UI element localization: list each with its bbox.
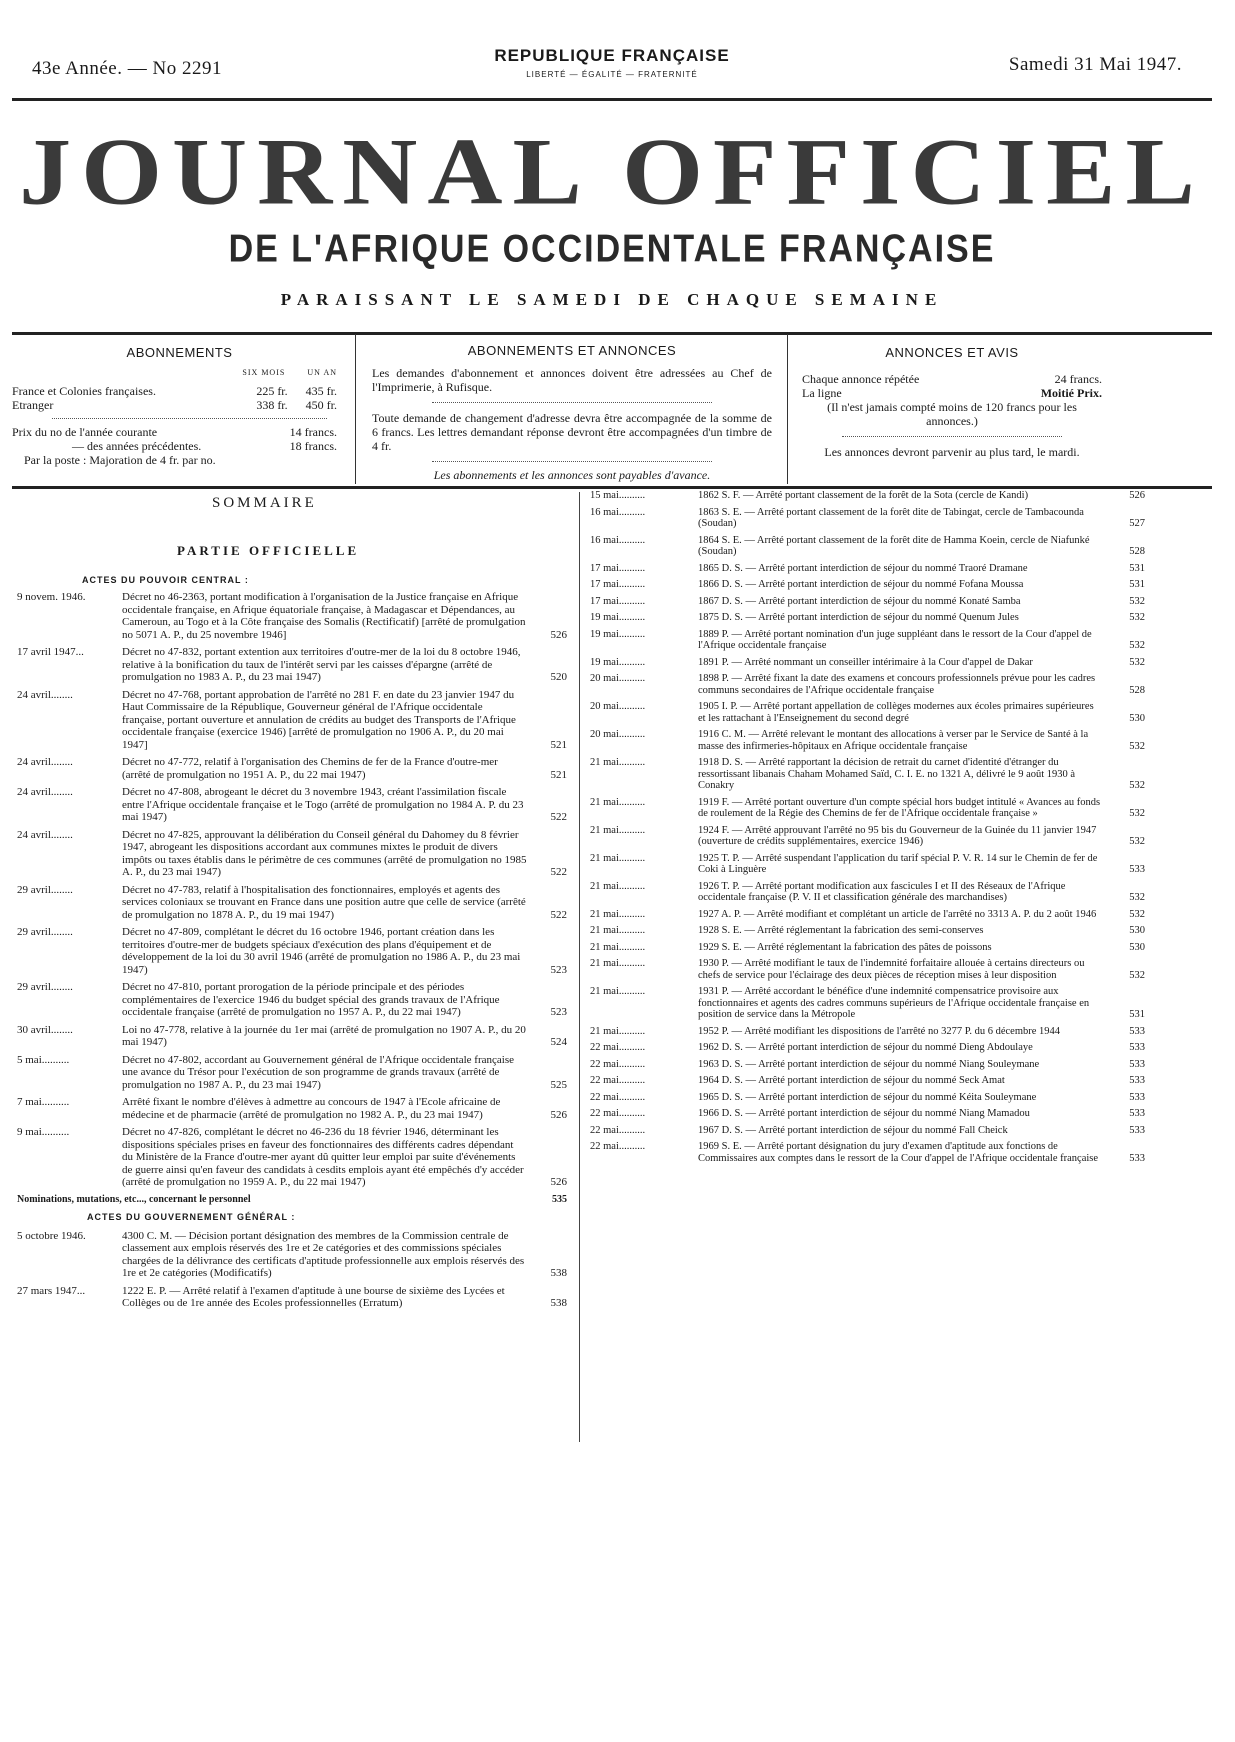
box-separator <box>787 334 788 484</box>
list-item <box>590 507 1145 530</box>
list-item <box>590 1125 1145 1137</box>
entry-page: 532 <box>1129 640 1145 651</box>
ligne-price-value: Moitié Prix. <box>1040 386 1102 400</box>
entry-page: 531 <box>1129 1009 1145 1020</box>
annonce-minimum-note: (Il n'est jamais compté moins de 120 francs pour les annonces.) <box>827 400 1077 428</box>
anciens-label: — des années précédentes. <box>72 439 202 453</box>
entry-date: 9 novem. 1946. <box>17 591 86 603</box>
entry-text: 1962 D. S. — Arrêté portant interdiction de séjour du nommé Dieng Abdoulaye <box>698 1042 1033 1053</box>
entry-text: 1931 P. — Arrêté accordant le bénéfice d'une indemnité compensatrice provisoire aux fonctionnaires et agents des cadres communs supérieurs de l'Afrique occidentale française en position de service dans la Métropole <box>698 986 1090 1020</box>
entry-text: Décret no 47-768, portant approbation de l'arrêté no 281 F. en date du 23 janvier 1947 du Haut Commissaire de la République, Gouverneur général de l'Afrique occidentale française, portant ouverture et annulation de crédits au budget des Transports de l'Afrique occidentale française (exercice 1946) [arrêté de promulgation no 1906 A. P., du 20 mai 1947] <box>122 688 516 751</box>
sommaire-right-entries <box>590 490 1145 1169</box>
list-item <box>590 925 1145 937</box>
entry-page: 522 <box>550 908 567 921</box>
entry-date: 20 mai.......... <box>590 673 646 684</box>
entry-text: 1865 D. S. — Arrêté portant interdiction de séjour du nommé Traoré Dramane <box>698 562 1028 574</box>
entry-page: 526 <box>550 628 567 641</box>
entry-page: 533 <box>1129 1108 1145 1119</box>
list-item <box>590 579 1145 591</box>
entry-text: 1864 S. E. — Arrêté portant classement de la forêt dite de Hamma Koein, cercle de Niafunké (Soudan) <box>698 534 1090 557</box>
sommaire-title: SOMMAIRE <box>212 495 317 511</box>
entry-date: 22 mai.......... <box>590 1108 646 1119</box>
entry-text: 1925 T. P. — Arrêté suspendant l'application du tarif spécial P. V. R. 14 sur le Chemin de fer de Coki à Linguère <box>698 852 1098 875</box>
entry-page: 538 <box>550 1267 567 1279</box>
abonnements-row-an: 435 fr. <box>305 384 337 398</box>
entry-page: 525 <box>550 1078 567 1091</box>
entry-text: 1862 S. F. — Arrêté portant classement de la forêt de la Sota (cercle de Kandi) <box>698 490 1029 501</box>
entry-text: 1916 C. M. — Arrêté relevant le montant des allocations à verser par le Service de Santé à la masse des infirmeries-hôpitaux en Afrique occidentale française <box>698 729 1089 752</box>
entry-text: Décret no 46-2363, portant modification à l'organisation de la Justice française en Afrique occidentale française, en Afrique équatoriale française, à Madagascar et Dépendances, au Cameroun, au Togo et à la Côte française des Somalis (Rectificatif) [arrêté de promulgation no 5071 A. P., du 25 novembre 1946] <box>122 591 526 641</box>
list-item <box>17 591 567 641</box>
entry-page: 520 <box>550 671 567 683</box>
entry-text: 1863 S. E. — Arrêté portant classement de la forêt dite de Tabingat, cercle de Tambacounda (Soudan) <box>698 506 1084 529</box>
annonces-avis-title: ANNONCES ET AVIS <box>885 345 1019 360</box>
subscription-boxes <box>12 334 1212 484</box>
list-item <box>590 1026 1145 1038</box>
list-item <box>590 797 1145 820</box>
list-item <box>17 981 567 1019</box>
annonce-price-label: Chaque annonce répétée <box>802 372 920 386</box>
entry-page: 530 <box>1129 925 1145 936</box>
annonce-price-row <box>802 372 1102 386</box>
entry-date: 29 avril........ <box>17 926 73 938</box>
issue-date: Samedi 31 Mai 1947. <box>1008 54 1182 75</box>
entry-page: 533 <box>1129 864 1145 875</box>
abonnements-col-headers <box>12 366 347 380</box>
masthead-tagline: PARAISSANT LE SAMEDI DE CHAQUE SEMAINE <box>280 290 944 309</box>
prix-value: 14 francs. <box>289 425 337 439</box>
entry-date: 21 mai.......... <box>590 1025 646 1037</box>
list-item <box>17 1126 567 1189</box>
abonnements-row-label: France et Colonies françaises. <box>12 384 156 398</box>
entry-text: 1927 A. P. — Arrêté modifiant et complétant un article de l'arrêté no 3313 A. P. du 2 août 1946 <box>698 908 1097 920</box>
abonnements-row-an: 450 fr. <box>305 398 337 412</box>
entry-page: 526 <box>550 1176 567 1188</box>
entry-text: 1930 P. — Arrêté modifiant le taux de l'indemnité forfaitaire allouée à certains directeurs ou chefs de service pour l'éclairage des deux pièces de réception mises à leur disposition <box>698 958 1085 981</box>
abonnements-annonces-box <box>372 334 772 484</box>
abonnements-row-label: Etranger <box>12 398 54 412</box>
entry-text: Décret no 47-809, complétant le décret du 16 octobre 1946, portant création dans les territoires d'outre-mer de budgets spéciaux d'exécution des plans d'équipement et de développement de la loi du 30 avril 1946 (arrêté de promulgation no 1986 A. P., du 23 mai 1947) <box>122 926 521 976</box>
entry-text: 1891 P. — Arrêté nommant un conseiller intérimaire à la Cour d'appel de Dakar <box>698 656 1033 668</box>
list-item <box>590 563 1145 575</box>
entry-page: 531 <box>1129 579 1145 590</box>
entry-page: 528 <box>1129 546 1145 557</box>
entry-text: Décret no 47-783, relatif à l'hospitalisation des fonctionnaires, employés et agents des services coloniaux se trouvant en France dans une position autre que celle de service (arrêté de promulgation no 1878 A. P., du 19 mai 1947) <box>122 883 526 921</box>
entry-page: 523 <box>550 1006 567 1018</box>
entry-date: 17 mai.......... <box>590 562 646 574</box>
entry-date: 21 mai.......... <box>590 796 646 808</box>
entry-page: 522 <box>550 866 567 878</box>
annonces-avis-divider <box>842 436 1062 437</box>
entry-page: 533 <box>1129 1042 1145 1053</box>
entry-date: 22 mai.......... <box>590 1058 646 1070</box>
list-item <box>590 1092 1145 1104</box>
entry-page: 526 <box>1129 490 1145 501</box>
entry-date: 22 mai.......... <box>590 1091 646 1103</box>
list-item <box>590 757 1145 792</box>
entry-date: 21 mai.......... <box>590 852 646 864</box>
entry-page: 532 <box>1129 808 1145 819</box>
list-item <box>590 701 1145 724</box>
entry-text: 1867 D. S. — Arrêté portant interdiction de séjour du nommé Konaté Samba <box>698 595 1021 607</box>
prix-row <box>12 425 347 439</box>
column-separator <box>579 492 580 1442</box>
entry-page: 521 <box>550 738 567 751</box>
entry-text: 1889 P. — Arrêté portant nomination d'un juge suppléant dans le ressort de la Cour d'appel de l'Afrique occidentale française <box>698 628 1092 651</box>
entry-text: 1875 D. S. — Arrêté portant interdiction de séjour du nommé Quenum Jules <box>698 612 1019 623</box>
entry-date: 5 mai.......... <box>17 1053 70 1066</box>
entry-page: 538 <box>550 1297 567 1309</box>
entry-date: 20 mai.......... <box>590 701 646 712</box>
entry-date: 17 mai.......... <box>590 579 646 590</box>
list-item <box>17 1024 567 1049</box>
entry-page: 533 <box>1129 1025 1145 1037</box>
entry-text: 1928 S. E. — Arrêté réglementant la fabrication des semi-conserves <box>698 925 984 936</box>
abonnements-box <box>12 334 347 484</box>
entry-date: 19 mai.......... <box>590 656 646 668</box>
list-item <box>590 986 1145 1021</box>
poste-note: Par la poste : Majoration de 4 fr. par no. <box>24 453 216 467</box>
annonce-deadline-note: Les annonces devront parvenir au plus tard, le mardi. <box>824 445 1080 459</box>
list-item <box>590 825 1145 848</box>
entry-page: 532 <box>1129 908 1145 920</box>
list-item <box>590 490 1145 502</box>
list-item <box>590 1059 1145 1071</box>
entry-text: 1866 D. S. — Arrêté portant interdiction de séjour du nommé Fofana Moussa <box>698 579 1024 590</box>
entry-date: 24 avril........ <box>17 828 73 841</box>
list-item <box>17 756 567 781</box>
entry-text: Décret no 47-826, complétant le décret no 46-236 du 18 février 1946, déterminant les dispositions spéciales prises en faveur des fonctionnaires des différents cadres dépendant du Ministère de la France d'outre-mer ayant dû quitter leur emploi par suite d'événements de guerre ainsi qu'en faveur des candidats à cesdits emplois ayant été empêchés d'y accéder (arrêté de promulgation no 1959 A. P., du 22 mai 1947) <box>122 1126 524 1188</box>
list-item <box>590 1141 1145 1164</box>
abonnements-row-six: 338 fr. <box>256 398 288 412</box>
annonce-price-value: 24 francs. <box>1054 372 1102 386</box>
list-item <box>17 689 567 752</box>
entry-text: 1965 D. S. — Arrêté portant interdiction de séjour du nommé Kéita Souleymane <box>698 1091 1037 1103</box>
entry-date: 21 mai.......... <box>590 986 646 997</box>
abonnements-annonces-divider <box>432 461 712 462</box>
list-item <box>590 1108 1145 1120</box>
list-item <box>590 1042 1145 1054</box>
list-item <box>17 884 567 922</box>
entry-text: 1898 P. — Arrêté fixant la date des examens et concours professionnels prévue pour les cadres communs secondaires de l'Afrique occidentale française <box>698 673 1096 696</box>
entry-date: 29 avril........ <box>17 883 73 896</box>
list-item <box>17 786 567 824</box>
entry-date: 21 mai.......... <box>590 958 646 969</box>
list-item <box>590 596 1145 608</box>
entry-page: 533 <box>1129 1075 1145 1086</box>
abonnements-row <box>12 398 347 412</box>
entry-date: 22 mai.......... <box>590 1075 646 1086</box>
top-rule <box>12 98 1212 101</box>
entry-text: Décret no 47-810, portant prorogation de la période principale et des périodes complémentaires de l'exercice 1946 du budget spécial des grands travaux de l'Afrique occidentale française (arrêté de promulgation no 1957 A. P., du 22 mai 1947) <box>122 981 500 1018</box>
entry-text: Décret no 47-772, relatif à l'organisation des Chemins de fer de la France d'outre-mer (arrêté de promulgation no 1951 A. P., du 22 mai 1947) <box>122 756 498 781</box>
entry-date: 21 mai.......... <box>590 757 646 768</box>
entry-date: 17 mai.......... <box>590 595 646 607</box>
list-item <box>590 612 1145 624</box>
issue-number: 43e Année. — No 2291 <box>32 58 222 79</box>
entry-text: 1966 D. S. — Arrêté portant interdiction de séjour du nommé Niang Mamadou <box>698 1108 1030 1119</box>
entry-page: 535 <box>552 1193 567 1205</box>
entry-text: 1969 S. E. — Arrêté portant désignation du jury d'examen d'aptitude aux fonctions de Commissaires aux comptes dans le ressort de la Cour d'appel de l'Afrique occidentale française <box>698 1141 1099 1164</box>
partie-officielle-title: PARTIE OFFICIELLE <box>177 543 360 558</box>
box-separator <box>355 334 356 484</box>
entry-date: 21 mai.......... <box>590 824 646 836</box>
entry-date: 20 mai.......... <box>590 729 646 740</box>
entry-page: 533 <box>1129 1058 1145 1070</box>
entry-page: 533 <box>1129 1124 1145 1136</box>
entry-text: Arrêté fixant le nombre d'élèves à admettre au concours de 1947 à l'Ecole africaine de médecine et de pharmacie (arrêté de promulgation no 1982 A. P., du 23 mai 1947) <box>122 1096 501 1121</box>
entry-page: 533 <box>1129 1091 1145 1103</box>
entry-page: 532 <box>1129 740 1145 752</box>
list-item <box>590 535 1145 558</box>
abonnements-annonces-divider <box>432 402 712 403</box>
entry-text: Décret no 47-825, approuvant la délibération du Conseil général du Dahomey du 8 février 1947, abrogeant les dispositions accordant aux communes mixtes le produit de divers impôts ou taxes établis dans le périmètre de ces communes (arrêté de promulgation no 1985 A. P., du 23 mai 1947) <box>122 828 527 878</box>
list-item <box>17 1096 567 1121</box>
list-item <box>590 909 1145 921</box>
sommaire-left-entries <box>17 591 567 1315</box>
entry-page: 532 <box>1129 656 1145 668</box>
abonnements-title: ABONNEMENTS <box>126 345 233 360</box>
entry-date: 9 mai.......... <box>17 1126 70 1138</box>
entry-date: 21 mai.......... <box>590 925 646 936</box>
abonnements-annonces-p2: Toute demande de changement d'adresse devra être accompagnée de la somme de 6 francs. Les lettres demandant réponse devront être accompagnées d'un timbre de 4 fr. <box>372 411 772 453</box>
entry-text: 1918 D. S. — Arrêté rapportant la décision de retrait du carnet d'identité d'étranger du ressortissant libanais Chaham Mohamed Saïd, C. I. E. no 1321 A, délivré le 9 août 1930 à Conakry <box>698 757 1076 791</box>
entry-date: 21 mai.......... <box>590 941 646 953</box>
list-item <box>17 829 567 879</box>
entry-text: Décret no 47-802, accordant au Gouvernement général de l'Afrique occidentale française une avance du Trésor pour l'exécution de son programme de grands travaux (arrêté de promulgation no 1987 A. P., du 23 mai 1947) <box>122 1053 514 1091</box>
entry-text: 1222 E. P. — Arrêté relatif à l'examen d'aptitude à une bourse de sixième des Lycées et Collèges ou de 1re année des Ecoles professionnelles (Erratum) <box>122 1284 505 1309</box>
entry-page: 526 <box>550 1108 567 1121</box>
entry-page: 527 <box>1129 518 1145 529</box>
journal-page <box>12 0 1212 1742</box>
list-item <box>17 1230 567 1280</box>
entry-text: Loi no 47-778, relative à la journée du 1er mai (arrêté de promulgation no 1907 A. P., du 20 mai 1947) <box>122 1023 526 1048</box>
entry-date: 21 mai.......... <box>590 880 646 892</box>
list-item <box>590 657 1145 669</box>
entry-text: 1967 D. S. — Arrêté portant interdiction de séjour du nommé Fall Cheick <box>698 1124 1008 1136</box>
list-item <box>590 1075 1145 1087</box>
entry-text: 1905 I. P. — Arrêté portant appellation de collèges modernes aux écoles primaires supérieures et les rattachant à l'Enseignement du second degré <box>698 701 1094 724</box>
entry-date: 30 avril........ <box>17 1023 73 1036</box>
entry-page: 522 <box>550 811 567 823</box>
ligne-price-label: La ligne <box>802 386 842 400</box>
list-item <box>17 1194 567 1207</box>
boxes-bottom-rule <box>12 486 1212 489</box>
entry-page: 532 <box>1129 595 1145 607</box>
list-item <box>590 673 1145 696</box>
entry-date: 27 mars 1947... <box>17 1284 86 1297</box>
list-item <box>590 942 1145 954</box>
entry-text: 1963 D. S. — Arrêté portant interdiction de séjour du nommé Niang Souleymane <box>698 1058 1040 1070</box>
section-gouvernement-general: ACTES DU GOUVERNEMENT GÉNÉRAL : <box>87 1212 296 1222</box>
entry-page: 531 <box>1129 562 1145 574</box>
entry-page: 532 <box>1129 969 1145 981</box>
entry-text: 1919 F. — Arrêté portant ouverture d'un compte spécial hors budget intitulé « Avances au fonds de roulement de la Régie des Chemins de fer de l'Afrique occidentale française » <box>698 796 1101 819</box>
entry-date: 17 avril 1947... <box>17 646 84 658</box>
abonnements-row <box>12 384 347 398</box>
entry-date: 19 mai.......... <box>590 612 646 623</box>
entry-page: 523 <box>550 963 567 976</box>
entry-page: 524 <box>550 1036 567 1048</box>
entry-date: 15 mai.......... <box>590 490 646 501</box>
entry-date: 22 mai.......... <box>590 1141 646 1152</box>
entry-page: 532 <box>1129 780 1145 791</box>
entry-page: 528 <box>1129 684 1145 696</box>
prix-label: Prix du no de l'année courante <box>12 425 158 439</box>
annonces-avis-box <box>802 334 1102 484</box>
entry-text: 1952 P. — Arrêté modifiant les dispositions de l'arrêté no 3277 P. du 6 décembre 1944 <box>698 1025 1061 1037</box>
list-item <box>17 1285 567 1310</box>
entry-date: 22 mai.......... <box>590 1124 646 1136</box>
entry-date: 22 mai.......... <box>590 1042 646 1053</box>
anciens-value: 18 francs. <box>289 439 337 453</box>
entry-date: 5 octobre 1946. <box>17 1229 86 1242</box>
list-item <box>590 881 1145 904</box>
entry-page: 521 <box>550 768 567 781</box>
entry-text: 1929 S. E. — Arrêté réglementant la fabrication des pâtes de poissons <box>698 941 992 953</box>
col-header-six-mois: SIX MOIS <box>242 368 286 377</box>
list-item <box>590 958 1145 981</box>
masthead-subtitle: DE L'AFRIQUE OCCIDENTALE FRANÇAISE <box>228 227 996 271</box>
list-item <box>590 629 1145 652</box>
list-item <box>17 1054 567 1092</box>
masthead-title: JOURNAL OFFICIEL <box>19 118 1205 225</box>
entry-date: 21 mai.......... <box>590 908 646 920</box>
entry-page: 532 <box>1129 892 1145 903</box>
entry-text: Nominations, mutations, etc..., concernant le personnel <box>17 1193 251 1205</box>
entry-date: 19 mai.......... <box>590 628 646 640</box>
entry-text: 1964 D. S. — Arrêté portant interdiction de séjour du nommé Seck Amat <box>698 1075 1005 1086</box>
abonnements-annonces-p1: Les demandes d'abonnement et annonces doivent être adressées au Chef de l'Imprimerie, à Rufisque. <box>372 366 772 394</box>
entry-page: 532 <box>1129 612 1145 623</box>
abonnements-row-six: 225 fr. <box>256 384 288 398</box>
entry-page: 530 <box>1129 941 1145 953</box>
col-header-un-an: UN AN <box>307 368 337 377</box>
abonnements-annonces-p3: Les abonnements et les annonces sont payables d'avance. <box>433 468 711 482</box>
entry-page: 532 <box>1129 836 1145 847</box>
entry-text: Décret no 47-808, abrogeant le décret du 3 novembre 1943, créant l'assimilation fiscale entre l'Afrique occidentale française et le Togo (arrêté de promulgation no 1984 A. P. du 23 mai 1947) <box>122 786 524 823</box>
entry-page: 530 <box>1129 712 1145 724</box>
entry-text: 4300 C. M. — Décision portant désignation des membres de la Commission centrale de classement aux emplois réservés des 1re et 2e catégories et des commissions spéciales chargées de la délivrance des certificats d'aptitude professionnelle aux emplois réservés des 1re et 2e catégories (Modificatifs) <box>122 1229 525 1279</box>
list-item <box>17 926 567 976</box>
abonnements-divider <box>52 418 327 419</box>
republic-name: REPUBLIQUE FRANÇAISE <box>494 46 730 65</box>
anciens-row <box>12 439 347 453</box>
entry-date: 24 avril........ <box>17 688 73 701</box>
entry-date: 7 mai.......... <box>17 1096 70 1108</box>
entry-text: 1924 F. — Arrêté approuvant l'arrêté no 95 bis du Gouverneur de la Guinée du 11 janvier 1947 (ouverture de crédits supplémentaires, exercice 1946) <box>698 824 1097 847</box>
entry-page: 533 <box>1129 1152 1145 1164</box>
list-item <box>590 853 1145 876</box>
entry-text: Décret no 47-832, portant extention aux territoires d'outre-mer de la loi du 8 octobre 1946, relative à la bonification du taux de l'intérêt servi par les caisses d'épargne (arrêté de promulgation no 1983 A. P., du 23 mai 1947) <box>122 646 521 683</box>
list-item <box>590 729 1145 752</box>
entry-date: 16 mai.......... <box>590 506 646 518</box>
republic-motto: LIBERTÉ — ÉGALITÉ — FRATERNITÉ <box>526 70 698 79</box>
entry-date: 16 mai.......... <box>590 534 646 546</box>
section-pouvoir-central: ACTES DU POUVOIR CENTRAL : <box>82 575 249 585</box>
entry-date: 29 avril........ <box>17 981 73 993</box>
abonnements-annonces-title: ABONNEMENTS ET ANNONCES <box>467 343 677 358</box>
entry-date: 24 avril........ <box>17 786 73 798</box>
entry-text: 1926 T. P. — Arrêté portant modification aux fascicules I et II des Réseaux de l'Afrique occidentale française (P. V. II et classification générale des marchandises) <box>698 880 1066 903</box>
list-item <box>17 646 567 684</box>
entry-date: 24 avril........ <box>17 756 73 768</box>
ligne-price-row <box>802 386 1102 400</box>
